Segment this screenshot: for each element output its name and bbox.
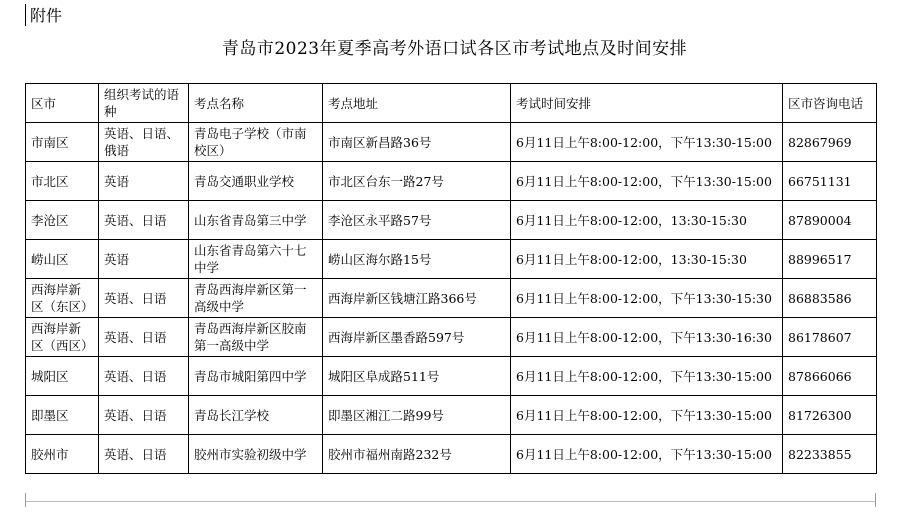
cell-district: 崂山区 [26, 240, 99, 279]
cell-venue: 青岛长江学校 [189, 396, 323, 435]
cell-time: 6月11日上午8:00-12:00，下午13:30-16:30 [511, 318, 783, 357]
cell-languages: 英语、日语 [99, 279, 189, 318]
cell-languages: 英语、日语 [99, 201, 189, 240]
page-title: 青岛市2023年夏季高考外语口试各区市考试地点及时间安排 [221, 39, 688, 59]
cell-time: 6月11日上午8:00-12:00，下午13:30-15:30 [511, 279, 783, 318]
cell-address: 胶州市福州南路232号 [323, 435, 511, 474]
cell-time: 6月11日上午8:00-12:00，下午13:30-15:00 [511, 123, 783, 162]
table-header-row [26, 84, 877, 123]
cell-venue: 青岛西海岸新区胶南第一高级中学 [189, 318, 323, 357]
cell-phone: 82867969 [783, 123, 877, 162]
cell-phone: 66751131 [783, 162, 877, 201]
cell-venue: 山东省青岛第六十七中学 [189, 240, 323, 279]
table-row [26, 240, 877, 279]
cell-phone: 86178607 [783, 318, 877, 357]
page-bottom-rule [25, 501, 876, 502]
cell-phone: 86883586 [783, 279, 877, 318]
table-row [26, 123, 877, 162]
cell-district: 胶州市 [26, 435, 99, 474]
cell-district: 李沧区 [26, 201, 99, 240]
cell-address: 西海岸新区墨香路597号 [323, 318, 511, 357]
cell-languages: 英语、日语、俄语 [99, 123, 189, 162]
table-row [26, 201, 877, 240]
cell-languages: 英语 [99, 162, 189, 201]
cell-address: 西海岸新区钱塘江路366号 [323, 279, 511, 318]
table-row [26, 396, 877, 435]
header-district: 区市 [26, 84, 99, 123]
cell-time: 6月11日上午8:00-12:00，13:30-15:30 [511, 240, 783, 279]
cell-address: 市南区新昌路36号 [323, 123, 511, 162]
cell-languages: 英语、日语 [99, 318, 189, 357]
cell-venue: 青岛市城阳第四中学 [189, 357, 323, 396]
header-venue: 考点名称 [189, 84, 323, 123]
exam-schedule-table [25, 83, 877, 474]
cell-address: 即墨区湘江二路99号 [323, 396, 511, 435]
margin-mark-right [875, 493, 876, 507]
cell-phone: 88996517 [783, 240, 877, 279]
header-phone: 区市咨询电话 [783, 84, 877, 123]
table-row [26, 162, 877, 201]
cell-address: 李沧区永平路57号 [323, 201, 511, 240]
cell-phone: 87866066 [783, 357, 877, 396]
cell-phone: 82233855 [783, 435, 877, 474]
cell-venue: 山东省青岛第三中学 [189, 201, 323, 240]
cell-time: 6月11日上午8:00-12:00，下午13:30-15:00 [511, 396, 783, 435]
cell-phone: 87890004 [783, 201, 877, 240]
cell-languages: 英语、日语 [99, 357, 189, 396]
attachment-label: 附件 [30, 6, 63, 25]
cell-phone: 81726300 [783, 396, 877, 435]
cell-district: 城阳区 [26, 357, 99, 396]
text-cursor [25, 4, 26, 26]
cell-address: 崂山区海尔路15号 [323, 240, 511, 279]
table-row [26, 279, 877, 318]
cell-venue: 青岛电子学校（市南校区） [189, 123, 323, 162]
cell-district: 即墨区 [26, 396, 99, 435]
cell-venue: 青岛西海岸新区第一高级中学 [189, 279, 323, 318]
cell-district: 市北区 [26, 162, 99, 201]
cell-address: 市北区台东一路27号 [323, 162, 511, 201]
cell-time: 6月11日上午8:00-12:00，13:30-15:30 [511, 201, 783, 240]
cell-venue: 青岛交通职业学校 [189, 162, 323, 201]
cell-languages: 英语 [99, 240, 189, 279]
table-row [26, 435, 877, 474]
table-row [26, 318, 877, 357]
header-languages: 组织考试的语种 [99, 84, 189, 123]
cell-languages: 英语、日语 [99, 435, 189, 474]
cell-district: 西海岸新区（东区） [26, 279, 99, 318]
cell-venue: 胶州市实验初级中学 [189, 435, 323, 474]
header-address: 考点地址 [323, 84, 511, 123]
cell-address: 城阳区阜成路511号 [323, 357, 511, 396]
cell-time: 6月11日上午8:00-12:00，下午13:30-15:00 [511, 435, 783, 474]
cell-time: 6月11日上午8:00-12:00，下午13:30-15:00 [511, 357, 783, 396]
table-row [26, 357, 877, 396]
cell-languages: 英语、日语 [99, 396, 189, 435]
margin-mark-left [25, 493, 26, 507]
cell-district: 西海岸新区（西区） [26, 318, 99, 357]
cell-district: 市南区 [26, 123, 99, 162]
cell-time: 6月11日上午8:00-12:00，下午13:30-15:00 [511, 162, 783, 201]
header-time: 考试时间安排 [511, 84, 783, 123]
